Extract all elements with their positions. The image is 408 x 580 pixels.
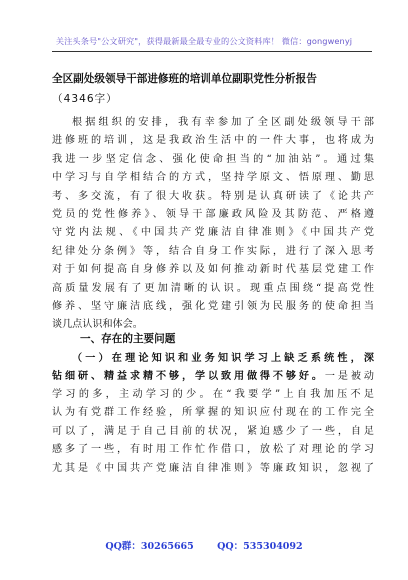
- intro-line: 根据组织的安排，我有幸参加了全区副处级领导干部: [72, 117, 374, 128]
- sub-heading-lead: （一）在理论知识和业务知识学习上缺乏系统性，深: [72, 353, 374, 364]
- body-line: 感多了一些，有时用工作忙作借口，放松了对理论的学习: [52, 444, 374, 456]
- intro-line: 考、多交流，有了很大收获。特别是认真研读了《论共产: [52, 190, 374, 202]
- intro-line: 进修班的培训，这是我政治生活中的一件大事，也将成为: [52, 135, 374, 147]
- header-divider: [52, 51, 372, 52]
- intro-line: 中学习与自学相结合的方式，坚持学原文、悟原理、勤思: [52, 172, 374, 184]
- intro-line: 高质量发展有了更加清晰的认识。现重点围绕“提高党性: [52, 282, 374, 294]
- sub-heading-line-1: [52, 350, 374, 368]
- intro-line: 守党内法规、《中国共产党廉洁自律准则》《中国共产党: [52, 227, 374, 239]
- body-line: 学习的多，主动学习的少。在“我要学”上自我加压不足: [52, 389, 374, 400]
- intro-line: 党员的党性修养》、领导干部廉政风险及其防范、严格遵: [52, 209, 374, 220]
- footer-qq: QQ：535304092: [217, 541, 303, 552]
- sub-heading-cont: 钻细研、精益求精不够，学以致用做得不够好。: [52, 371, 325, 382]
- body-line: 可以了，满足于自己目前的状况，紧迫感少了一些，自足: [52, 425, 374, 437]
- body-line: 尤其是《中国共产党廉洁自律准则》等廉政知识，忽视了: [52, 462, 374, 474]
- footer-contact: [0, 538, 408, 552]
- intro-line: 对于如何提高自身修养以及如何推动新时代基层党建工作: [52, 264, 374, 276]
- intro-line: 谈几点认识和体会。: [52, 319, 143, 331]
- section-heading: 一、存在的主要问题: [80, 333, 176, 345]
- body-line: 认为有党群工作经验，所掌握的知识应付现在的工作完全: [52, 407, 374, 419]
- footer-qq-group: QQ群：30265665: [105, 541, 194, 552]
- header-watermark-note: 关注头条号"公文研究"，获得最新最全最专业的公文资料库！ 微信：gongwenyj: [55, 36, 353, 46]
- document-title: 全区副处级领导干部进修班的培训单位副职党性分析报告: [52, 73, 317, 85]
- sub-heading-line-2: [52, 368, 374, 386]
- word-count: （4346字）: [52, 93, 118, 105]
- intro-line: 纪律处分条例》等，结合自身工作实际，进行了深入思考: [52, 245, 374, 257]
- intro-line: 修养、坚守廉洁底线，强化党建引领为民服务的使命担当: [52, 301, 374, 312]
- sub-heading-tail: 一是被动: [324, 371, 374, 382]
- intro-line: 我进一步坚定信念、强化使命担当的“加油站”。通过集: [52, 153, 374, 165]
